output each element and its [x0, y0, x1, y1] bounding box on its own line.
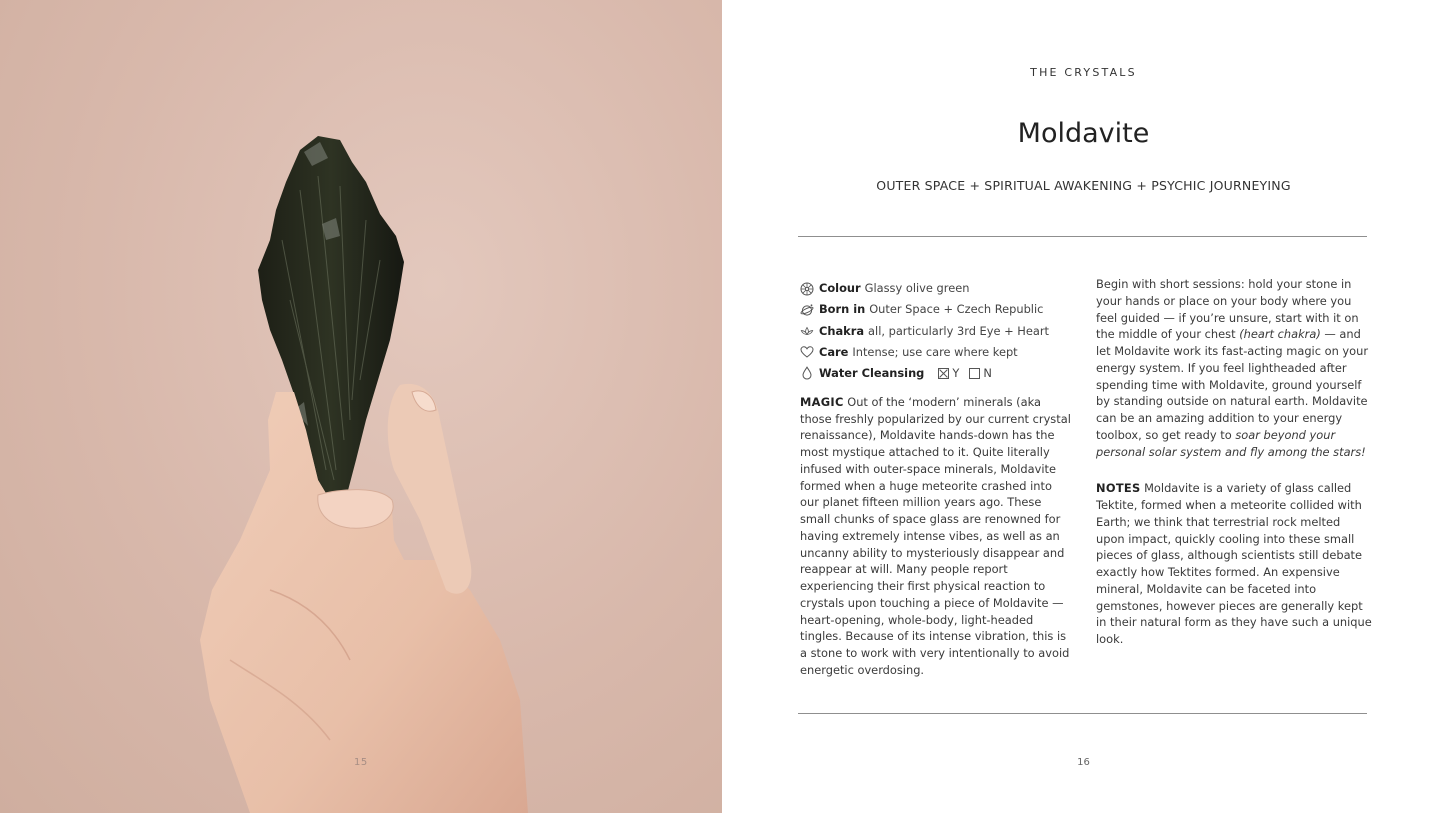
notes-text: Moldavite is a variety of glass called Tektite, formed when a meteorite collided with Earth; we think that terrestrial rock melted upon impact, quickly cooling into these small pieces of glass, although scientists still debate exactly how Tektites formed. An expensive mineral, Moldavite can be faceted into gemstones, however pieces are generally kept in their natural form as they have such a unique look.	[1096, 481, 1372, 646]
top-divider	[798, 236, 1367, 237]
water-drop-icon	[800, 366, 814, 380]
left-column	[800, 278, 1072, 679]
page-number-right: 16	[1077, 757, 1090, 768]
property-chakra	[800, 320, 1072, 341]
property-colour	[800, 278, 1072, 299]
magic-paragraph	[800, 394, 1072, 679]
property-care	[800, 342, 1072, 363]
property-value: all, particularly 3rd Eye + Heart	[868, 323, 1049, 338]
lotus-icon	[800, 324, 814, 338]
notes-lead: NOTES	[1096, 481, 1141, 496]
yes-label: Y	[952, 365, 960, 380]
bottom-divider	[798, 713, 1367, 714]
magic-lead: MAGIC	[800, 394, 844, 409]
property-label: Chakra	[819, 323, 865, 338]
property-value: Intense; use care where kept	[852, 344, 1018, 359]
water-cleansing-yes-checkbox	[938, 368, 949, 379]
water-cleansing-no-checkbox	[969, 368, 980, 379]
begin-paragraph	[1096, 276, 1372, 460]
heart-icon	[800, 345, 814, 359]
planet-icon	[800, 303, 814, 317]
magic-text: Out of the ‘modern’ minerals (aka those freshly popularized by our current crystal renaissance), Moldavite hands-down has the most mystique attached to it. Quite literally infused with outer-space minerals, Moldavite formed when a huge meteorite crashed into our planet fifteen million years ago. These small chunks of space glass are renowned for having extremely intense vibes, as well as an uncanny ability to mysteriously disappear and reappear at will. Many people report experiencing their first physical reaction to crystals upon touching a piece of Moldavite — heart-opening, whole-body, light-headed tingles. Because of its intense vibration, this is a stone to work with very intentionally to avoid energetic overdosing.	[800, 394, 1071, 677]
property-label: Care	[819, 344, 849, 359]
property-born-in	[800, 299, 1072, 320]
page-number-left: 15	[354, 757, 368, 768]
colour-wheel-icon	[800, 282, 814, 296]
begin-italic-1: (heart chakra)	[1239, 327, 1321, 342]
begin-text-2: — and let Moldavite work its fast-acting magic on your energy system. If you feel lightheaded after spending time with Moldavite, ground yourself by standing outside on natural earth. Moldavite can be an amazing addition to your energy toolbox, so get ready to	[1096, 327, 1369, 442]
property-label: Born in	[819, 302, 866, 317]
begin-italic-2: soar beyond your personal solar system and fly among the stars!	[1096, 427, 1366, 459]
section-label: THE CRYSTALS	[1030, 66, 1137, 79]
property-label: Colour	[819, 281, 861, 296]
property-water-cleansing	[800, 363, 1072, 384]
property-value: Glassy olive green	[864, 281, 970, 296]
text-page	[722, 0, 1445, 813]
hand-shape	[200, 392, 528, 813]
no-label: N	[983, 365, 992, 380]
photo-page	[0, 0, 722, 813]
notes-paragraph	[1096, 480, 1372, 648]
crystal-photo	[0, 0, 722, 813]
page-title: Moldavite	[1017, 118, 1150, 149]
right-column	[1096, 276, 1372, 648]
begin-text-1: Begin with short sessions: hold your stone in your hands or place on your body where you feel guided — if you’re unsure, start with it on the middle of your chest	[1096, 277, 1359, 342]
property-label: Water Cleansing	[819, 365, 925, 380]
page-subtitle: OUTER SPACE + SPIRITUAL AWAKENING + PSYCHIC JOURNEYING	[876, 178, 1291, 193]
property-list	[800, 278, 1072, 384]
property-value: Outer Space + Czech Republic	[869, 302, 1044, 317]
